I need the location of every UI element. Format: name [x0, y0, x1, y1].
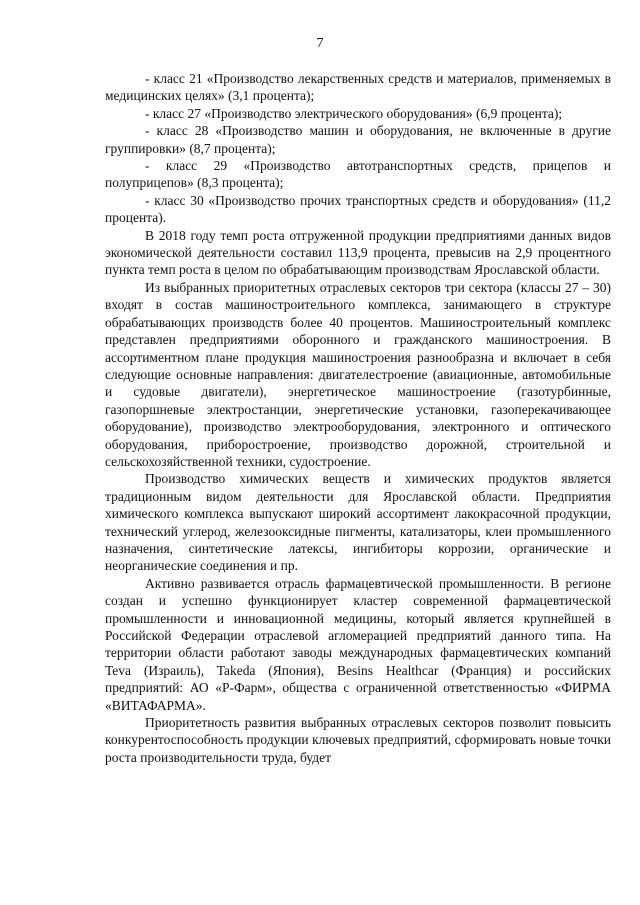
- paragraph-growth-rate: В 2018 году темп роста отгруженной продукции предприятиями данных видов экономической деятельности составил 113,9 процента, превысив на 2,9 процентного пункта темп роста в целом по обрабатывающим производствам Ярославской области.: [105, 227, 611, 278]
- paragraph-chemical-industry: Производство химических веществ и химических продуктов является традиционным видом деятельности для Ярославской области. Предприятия химического комплекса выпускают широкий ассортимент лакокрасочной продукции, технический углерод, железооксидные пигменты, катализаторы, клеи промышленного назначения, синтетические латексы, ингибиторы коррозии, органические и неорганические соединения и пр.: [105, 471, 611, 574]
- paragraph-machine-building: Из выбранных приоритетных отраслевых секторов три сектора (классы 27 – 30) входят в состав машиностроительного комплекса, занимающего в структуре обрабатывающих производств более 40 процентов. Машиностроительный комплекс представлен предприятиями оборонного и гражданского машиностроения. В ассортиментном плане продукция машиностроения разнообразна и включает в себя следующие основные направления: двигателестроение (авиационные, автомобильные и судовые двигатели), энергетическое машиностроение (газотурбинные, газопоршневые электростанции, энергетические установки, газоперекачивающее оборудование), производство электрооборудования, электронного и оптического оборудования, приборостроение, производство дорожной, строительной и сельскохозяйственной техники, судостроение.: [105, 279, 611, 469]
- paragraph-pharmaceutical-industry: Активно развивается отрасль фармацевтической промышленности. В регионе создан и успешно функционирует кластер современной фармацевтической промышленности и инновационной медицины, который является крупнейшей в Российской Федерации отраслевой агломерацией предприятий данного типа. На территории области работают заводы международных фармацевтических компаний Teva (Израиль), Takeda (Япония), Besins Healthcar (Франция) и российских предприятий: АО «Р-Фарм», общества с ограниченной ответственностью «ФИРМА «ВИТАФАРМА».: [105, 575, 611, 713]
- page-number: 7: [316, 36, 324, 51]
- paragraph-priority-development: Приоритетность развития выбранных отраслевых секторов позволит повысить конкурентоспособность продукции ключевых предприятий, сформировать новые точки роста производительности труда, будет: [105, 715, 611, 765]
- list-item-class-29: - класс 29 «Производство автотранспортных средств, прицепов и полуприцепов» (8,3 процента);: [105, 158, 611, 191]
- document-body: [105, 70, 611, 766]
- list-item-class-28: - класс 28 «Производство машин и оборудования, не включенные в другие группировки» (8,7 процента);: [105, 123, 611, 156]
- list-item-class-27: - класс 27 «Производство электрического оборудования» (6,9 процента);: [145, 105, 563, 121]
- list-item-class-30: - класс 30 «Производство прочих транспортных средств и оборудования» (11,2 процента).: [105, 192, 611, 226]
- list-item-class-21: - класс 21 «Производство лекарственных средств и материалов, применяемых в медицинских целях» (3,1 процента);: [105, 71, 611, 104]
